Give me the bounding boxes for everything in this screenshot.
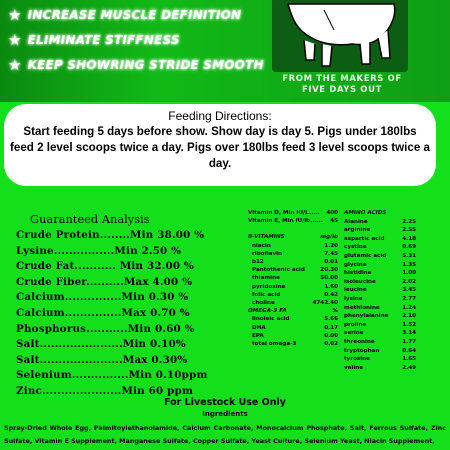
omega-row-name: total omega-3 bbox=[252, 341, 297, 348]
benefit-text: INCREASE MUSCLE DEFINITION bbox=[27, 7, 242, 22]
amino-row-name: arginine bbox=[344, 227, 371, 234]
analysis-row: Crude Protein........Min 38.00 % bbox=[16, 229, 205, 241]
amino-row-value: 1.52 bbox=[402, 321, 416, 328]
analysis-row: Crude Fat........... Min 32.00 % bbox=[16, 260, 195, 273]
b-vitamin-row bbox=[252, 242, 338, 250]
benefit-item bbox=[8, 52, 264, 77]
amino-row-value: 0.64 bbox=[402, 347, 416, 354]
benefit-list bbox=[8, 2, 264, 77]
amino-row bbox=[344, 243, 416, 252]
amino-row-name: proline bbox=[344, 321, 367, 328]
vitamin-name: Vitamin D, Min IU/l...... bbox=[248, 210, 320, 216]
amino-row-name: tyrosine bbox=[344, 356, 370, 363]
amino-row bbox=[344, 226, 416, 235]
b-vitamin-row-value: 0.42 bbox=[324, 291, 338, 298]
omega-row-name: DHA bbox=[252, 324, 266, 331]
analysis-title: Guaranteed Analysis bbox=[30, 212, 150, 226]
ingredients-text: Spray-Dried Whole Egg, Palmitoylethanolamide, Calcium Carbonate, Monocalcium Phosphate, Salt, Ferrous Sulfate, Zinc Sulfate, Vitamin E Supplement, Manganese Sulfate, Copper Sulfate, Yeast Culture, Selenium Yeast, Niacin Supplement, bbox=[4, 424, 446, 445]
analysis-row: Selenium...............Min 0.10ppm bbox=[16, 369, 208, 382]
b-vitamin-row-name: riboflavin bbox=[252, 250, 282, 257]
amino-row-value: 2.49 bbox=[402, 364, 416, 371]
feeding-text: Start feeding 5 days before show. Show day is day 5. Pigs under 180lbs feed 2 level scoops twice a day. Pigs over 180lbs feed 3 level scoops twice a day. bbox=[10, 125, 430, 170]
b-vitamin-row bbox=[252, 274, 338, 282]
b-vitamin-row bbox=[252, 283, 338, 291]
amino-row bbox=[344, 364, 416, 373]
omega-row-value: 0.02 bbox=[324, 341, 338, 348]
b-vitamin-row-name: niacin bbox=[252, 242, 271, 249]
amino-row-value: 1.24 bbox=[402, 304, 416, 311]
analysis-row: Calcium...............Max 0.70 % bbox=[16, 306, 190, 319]
b-vitamin-row-value: 0.01 bbox=[324, 259, 338, 266]
b-vitamin-row-name: pyridoxine bbox=[252, 283, 286, 290]
benefit-item bbox=[8, 27, 264, 52]
vitamin-row bbox=[248, 217, 338, 225]
amino-acids-table bbox=[344, 209, 416, 372]
b-vitamin-row-value: 1.60 bbox=[324, 283, 338, 290]
omega-row bbox=[252, 315, 338, 323]
benefit-text: ELIMINATE STIFFNESS bbox=[27, 32, 180, 47]
b-vitamin-row-name: choline bbox=[252, 300, 275, 307]
amino-row-name: serine bbox=[344, 330, 364, 337]
b-vitamin-row bbox=[252, 291, 338, 299]
amino-row-name: threonine bbox=[344, 338, 375, 345]
amino-row-name: Alanine bbox=[344, 218, 368, 225]
analysis-row: Salt......................Min 0.10% bbox=[16, 338, 186, 351]
b-vitamin-row-name: Pantothenic acid bbox=[252, 267, 305, 274]
benefit-text: KEEP SHOWRING STRIDE SMOOTH bbox=[27, 57, 264, 72]
amino-row bbox=[344, 252, 416, 261]
amino-row bbox=[344, 269, 416, 278]
vitamin-table bbox=[248, 209, 338, 348]
amino-title: AMINO ACIDS bbox=[344, 210, 387, 216]
pig-icon bbox=[282, 0, 400, 70]
analysis-row: Phosphorus...........Min 0.60 % bbox=[16, 322, 195, 335]
analysis-row: Crude Fiber..........Max 4.00 % bbox=[16, 275, 193, 288]
amino-row bbox=[344, 261, 416, 270]
star-icon: ★ bbox=[8, 5, 22, 24]
star-icon: ★ bbox=[8, 30, 22, 49]
amino-row bbox=[344, 347, 416, 356]
analysis-row: Salt......................Max 0.30% bbox=[16, 353, 188, 366]
amino-row-value: 5.31 bbox=[402, 252, 416, 259]
amino-row bbox=[344, 218, 416, 227]
amino-row-value: 1.65 bbox=[402, 356, 416, 363]
amino-row-value: 2.77 bbox=[402, 295, 416, 302]
star-icon: ★ bbox=[8, 55, 22, 74]
omega-title: OMEGA-3 FA bbox=[248, 308, 287, 315]
analysis-row: Lysine................Min 2.50 % bbox=[16, 244, 182, 257]
omega-row bbox=[252, 340, 338, 348]
b-vitamins-unit: mg/lb bbox=[320, 234, 338, 241]
amino-row-value: 3.45 bbox=[402, 287, 416, 294]
amino-row-name: isoleucine bbox=[344, 278, 376, 285]
omega-row-value: 0.17 bbox=[324, 324, 338, 331]
makers-line: FROM THE MAKERS OF bbox=[282, 74, 402, 84]
amino-row bbox=[344, 235, 416, 244]
b-vitamin-row-value: 1.20 bbox=[324, 242, 338, 249]
makers-tagline bbox=[262, 74, 422, 96]
omega-unit: % bbox=[332, 308, 338, 315]
amino-row-value: 2.02 bbox=[402, 278, 416, 285]
vitamin-value: 45 bbox=[330, 218, 338, 225]
amino-row-name: methionine bbox=[344, 304, 380, 311]
makers-line: FIVE DAYS OUT bbox=[301, 85, 383, 95]
b-vitamin-row bbox=[252, 299, 338, 307]
feeding-title: Feeding Directions: bbox=[168, 109, 272, 123]
analysis-row: Zinc.....................Min 60 ppm bbox=[16, 384, 194, 397]
vitamin-name: Vitamin E, Min IU/lb...... bbox=[248, 218, 323, 225]
amino-row-name: aspartic acid bbox=[344, 235, 385, 242]
amino-row bbox=[344, 286, 416, 295]
vitamin-row bbox=[248, 209, 338, 217]
b-vitamin-row-value: 7.45 bbox=[324, 250, 338, 257]
b-vitamin-row-name: folic acid bbox=[252, 291, 281, 298]
amino-row bbox=[344, 329, 416, 338]
b-vitamin-row bbox=[252, 250, 338, 258]
omega-row-value: 5.66 bbox=[324, 316, 338, 323]
amino-row-value: 4.18 bbox=[402, 235, 416, 242]
omega-row bbox=[252, 324, 338, 332]
amino-row-name: phenylalanine bbox=[344, 313, 389, 320]
amino-row bbox=[344, 295, 416, 304]
amino-row bbox=[344, 355, 416, 364]
b-vitamins-header bbox=[248, 233, 338, 241]
amino-row-name: lysine bbox=[344, 295, 363, 302]
analysis-row: Calcium...............Min 0.30 % bbox=[16, 291, 189, 304]
amino-row-value: 2.10 bbox=[402, 313, 416, 320]
vitamin-value: 400 bbox=[326, 210, 338, 216]
amino-row-value: 1.00 bbox=[402, 270, 416, 277]
amino-row-value: 2.25 bbox=[402, 218, 416, 225]
amino-row-value: 3.14 bbox=[402, 330, 416, 337]
b-vitamins-title: B-VITAMINS bbox=[248, 234, 285, 241]
amino-row bbox=[344, 321, 416, 330]
benefit-item bbox=[8, 2, 264, 27]
amino-row-name: valine bbox=[344, 364, 364, 371]
b-vitamin-row-value: 4742.40 bbox=[312, 300, 338, 307]
omega-row bbox=[252, 332, 338, 340]
amino-row-value: 1.35 bbox=[402, 261, 416, 268]
amino-row-value: 0.69 bbox=[402, 244, 416, 251]
b-vitamin-row-name: thiamine bbox=[252, 275, 280, 282]
omega-row-value: 0.00 bbox=[324, 332, 338, 339]
feeding-directions-panel bbox=[4, 104, 436, 186]
b-vitamin-row-value: 20.30 bbox=[320, 267, 338, 274]
b-vitamin-row-name: b12 bbox=[252, 259, 264, 266]
guaranteed-analysis bbox=[16, 212, 221, 401]
amino-row-name: cystine bbox=[344, 244, 367, 251]
amino-row bbox=[344, 312, 416, 321]
amino-row bbox=[344, 278, 416, 287]
amino-row-name: tryptophan bbox=[344, 347, 380, 354]
amino-row-name: leucine bbox=[344, 287, 367, 294]
b-vitamin-row-value: 50.00 bbox=[320, 275, 338, 282]
amino-row-name: histidine bbox=[344, 270, 372, 277]
amino-row-name: glycine bbox=[344, 261, 367, 268]
amino-row-value: 1.77 bbox=[402, 338, 416, 345]
omega-row-name: linoleic acid bbox=[252, 316, 290, 323]
b-vitamin-row bbox=[252, 266, 338, 274]
livestock-notice: For Livestock Use Only bbox=[164, 397, 286, 408]
omega-row-name: EPA bbox=[252, 332, 264, 339]
amino-row-value: 2.55 bbox=[402, 227, 416, 234]
amino-row bbox=[344, 304, 416, 313]
b-vitamin-row bbox=[252, 258, 338, 266]
omega-header bbox=[248, 307, 338, 315]
amino-row-name: glutamic acid bbox=[344, 252, 387, 259]
amino-row bbox=[344, 338, 416, 347]
ingredients-title: Ingredients bbox=[202, 410, 248, 418]
